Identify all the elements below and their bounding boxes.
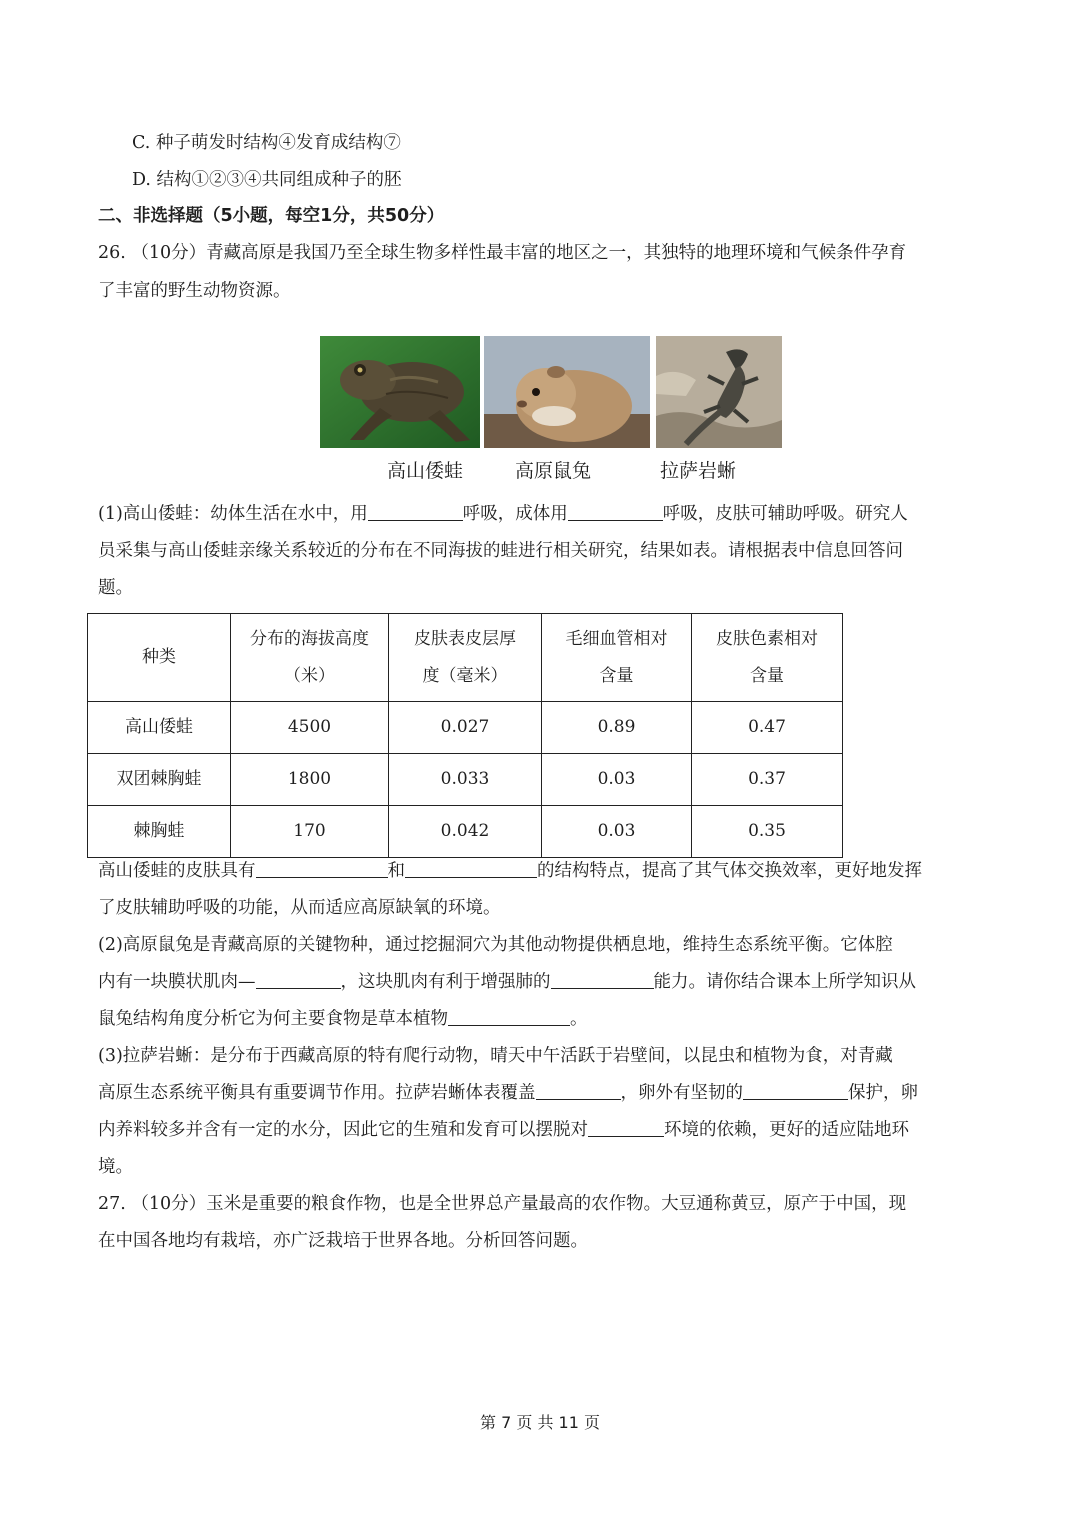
answer-blank-skin-feature-2[interactable] [405, 859, 537, 878]
option-d: D. 结构①②③④共同组成种子的胚 [132, 170, 402, 190]
q26-intro-line1: 26. （10分）青藏高原是我国乃至全球生物多样性最丰富的地区之一，其独特的地理环境和气候条件孕育 [98, 243, 907, 263]
table-header-cell: 皮肤色素相对 含量 [692, 614, 843, 702]
answer-blank-pika-diet[interactable] [448, 1007, 570, 1026]
q26-p2-text-b: ，这块肌肉有利于增强肺的 [340, 972, 551, 992]
q26-p3-text-a: 高原生态系统平衡具有重要调节作用。拉萨岩蜥体表覆盖 [98, 1083, 536, 1103]
pika-photo-icon [484, 336, 650, 448]
q26-p3-line3 [98, 1118, 909, 1142]
table-row [88, 754, 843, 806]
q26-p3-line4: 境。 [98, 1157, 133, 1177]
table-header-cell: 种类 [88, 614, 231, 702]
q26-p3-text-e: 环境的依赖，更好的适应陆地环 [664, 1120, 909, 1140]
table-header-cell: 皮肤表皮层厚 度（毫米） [389, 614, 542, 702]
q26-p1-text-a: (1)高山倭蛙：幼体生活在水中，用 [98, 504, 368, 524]
answer-blank-skin-feature-1[interactable] [256, 859, 388, 878]
animal-photos [320, 336, 782, 448]
answer-blank-environment[interactable] [588, 1118, 664, 1137]
q26-p1-line1 [98, 502, 908, 526]
q26-p3-line2 [98, 1081, 918, 1105]
after-table-line1 [98, 859, 922, 883]
q26-p2-line2 [98, 970, 916, 994]
frog-data-table [87, 613, 843, 858]
table-header-cell: 毛细血管相对 含量 [542, 614, 692, 702]
q26-p2-line3 [98, 1007, 588, 1031]
answer-blank-adult-breathing[interactable] [568, 502, 663, 521]
q26-p3-text-c: 保护，卵 [848, 1083, 918, 1103]
q26-p2-line1: (2)高原鼠兔是青藏高原的关键物种，通过挖掘洞穴为其他动物提供栖息地，维持生态系统平衡。它体腔 [98, 935, 893, 955]
after-table-text-b: 和 [387, 861, 405, 881]
answer-blank-larva-breathing[interactable] [368, 502, 463, 521]
table-cell: 0.89 [542, 702, 692, 754]
photo-captions [320, 458, 782, 486]
table-header-cell: 分布的海拔高度 （米） [231, 614, 389, 702]
table-cell: 0.027 [389, 702, 542, 754]
table-cell: 高山倭蛙 [88, 702, 231, 754]
table-cell: 170 [231, 806, 389, 858]
section-heading: 二、非选择题（5小题，每空1分，共50分） [98, 206, 445, 226]
answer-blank-body-covering[interactable] [536, 1081, 621, 1100]
q26-p1-text-c: 呼吸，皮肤可辅助呼吸。研究人 [662, 504, 908, 524]
table-cell: 0.042 [389, 806, 542, 858]
q26-p2-text-c: 能力。请你结合课本上所学知识从 [653, 972, 916, 992]
q26-p3-text-d: 内养料较多并含有一定的水分，因此它的生殖和发育可以摆脱对 [98, 1120, 588, 1140]
q26-p2-text-e: 。 [570, 1009, 588, 1029]
q26-p3-line1: (3)拉萨岩蜥：是分布于西藏高原的特有爬行动物，晴天中午活跃于岩壁间，以昆虫和植物为食，对青藏 [98, 1046, 893, 1066]
answer-blank-egg-protection[interactable] [743, 1081, 848, 1100]
table-cell: 0.37 [692, 754, 843, 806]
page-footer: 第 7 页 共 11 页 [480, 1413, 600, 1432]
answer-blank-muscle[interactable] [256, 970, 341, 989]
q26-p1-line2: 员采集与高山倭蛙亲缘关系较近的分布在不同海拔的蛙进行相关研究，结果如表。请根据表中信息回答问 [98, 541, 903, 561]
after-table-line2: 了皮肤辅助呼吸的功能，从而适应高原缺氧的环境。 [98, 898, 501, 918]
table-cell: 0.03 [542, 754, 692, 806]
table-cell: 1800 [231, 754, 389, 806]
q26-p2-text-a: 内有一块膜状肌肉— [98, 972, 256, 992]
table-row [88, 806, 843, 858]
q26-p3-text-b: ，卵外有坚韧的 [620, 1083, 743, 1103]
caption-lizard: 拉萨岩蜥 [659, 460, 736, 482]
caption-pika: 高原鼠兔 [514, 460, 591, 482]
table-cell: 4500 [231, 702, 389, 754]
lizard-photo-icon [656, 336, 782, 448]
answer-blank-lung-ability[interactable] [551, 970, 654, 989]
table-cell: 0.033 [389, 754, 542, 806]
caption-frog: 高山倭蛙 [386, 460, 463, 482]
table-cell: 双团棘胸蛙 [88, 754, 231, 806]
after-table-text-c: 的结构特点，提高了其气体交换效率，更好地发挥 [537, 861, 922, 881]
table-cell: 0.35 [692, 806, 843, 858]
q27-line1: 27. （10分）玉米是重要的粮食作物，也是全世界总产量最高的农作物。大豆通称黄豆，原产于中国，现 [98, 1194, 907, 1214]
frog-photo-icon [320, 336, 480, 448]
table-cell: 0.03 [542, 806, 692, 858]
q26-intro-line2: 了丰富的野生动物资源。 [98, 281, 291, 301]
table-cell: 棘胸蛙 [88, 806, 231, 858]
table-header-row [88, 614, 843, 702]
q26-p2-text-d: 鼠兔结构角度分析它为何主要食物是草本植物 [98, 1009, 448, 1029]
option-c: C. 种子萌发时结构④发育成结构⑦ [132, 133, 401, 153]
q26-p1-line3: 题。 [98, 578, 133, 598]
q26-p1-text-b: 呼吸，成体用 [462, 504, 568, 524]
after-table-text-a: 高山倭蛙的皮肤具有 [98, 861, 256, 881]
table-cell: 0.47 [692, 702, 843, 754]
q27-line2: 在中国各地均有栽培，亦广泛栽培于世界各地。分析回答问题。 [98, 1231, 588, 1251]
table-row [88, 702, 843, 754]
